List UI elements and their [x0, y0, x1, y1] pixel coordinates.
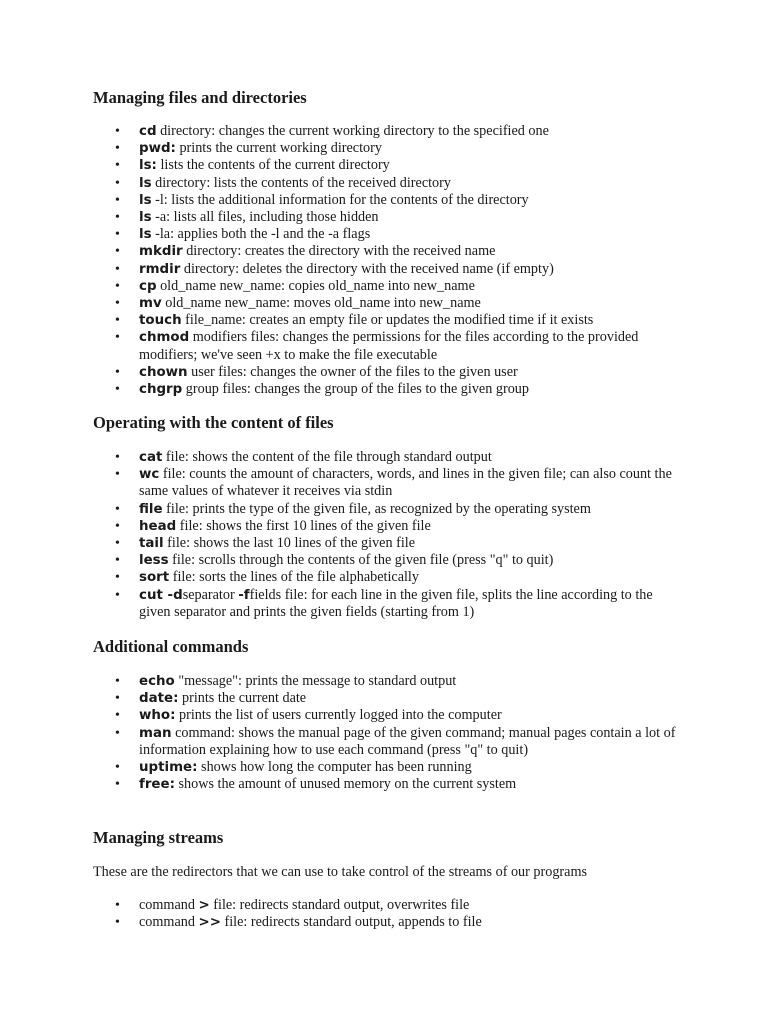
command-name: echo [139, 674, 175, 689]
command-list-files [93, 123, 683, 398]
command-description: shows the amount of unused memory on the current system [174, 776, 517, 793]
redirect-operator: > [198, 898, 210, 913]
section-heading-managing-files: Managing files and directories [93, 88, 307, 107]
command-description: prints the list of users currently logged into the computer [175, 707, 502, 724]
section-heading-content-of-files: Operating with the content of files [93, 413, 334, 432]
list-item [93, 209, 683, 226]
command-description: file: scrolls through the contents of the given file (press "q" to quit) [168, 552, 554, 569]
command-description: separator [182, 586, 239, 603]
list-item [93, 364, 683, 381]
list-item [93, 914, 683, 931]
command-name: pwd: [139, 141, 176, 157]
list-item [93, 707, 683, 724]
list-item [93, 690, 683, 707]
command-list-content [93, 449, 683, 621]
list-item [93, 535, 683, 552]
command-description: -la: applies both the -l and the -a flags [151, 226, 371, 243]
list-item [93, 226, 683, 243]
list-item [93, 552, 683, 569]
command-name: less [139, 553, 169, 569]
command-description: file: shows the content of the file through standard output [162, 449, 492, 465]
command-name: cat [139, 450, 163, 465]
list-item [93, 243, 683, 260]
command-name: ls [139, 227, 152, 243]
command-description: directory: deletes the directory with the received name (if empty) [180, 260, 554, 277]
list-item [93, 175, 683, 192]
command-description: directory: creates the directory with the received name [182, 243, 496, 260]
command-name: free: [139, 777, 175, 793]
command-description: user files: changes the owner of the files to the given user [187, 363, 518, 380]
command-description: file: prints the type of the given file, as recognized by the operating system [162, 500, 591, 517]
list-item [93, 261, 683, 278]
command-name: ls [139, 210, 152, 226]
list-item [93, 140, 683, 157]
list-item [93, 725, 683, 759]
command-name: ls [139, 175, 152, 191]
command-name: cut -d [139, 587, 183, 603]
command-name: who: [139, 708, 176, 724]
command-name: head [139, 518, 177, 534]
command-description: file: sorts the lines of the file alphabetically [169, 569, 419, 586]
list-item [93, 569, 683, 586]
command-list-additional [93, 673, 683, 793]
command-description: shows how long the computer has been running [197, 759, 472, 776]
list-item [93, 776, 683, 793]
command-name: tail [139, 536, 164, 552]
command-description: prints the current date [178, 690, 307, 707]
list-item [93, 897, 683, 914]
command-name: cd [139, 124, 157, 139]
command-description: file: shows the last 10 lines of the given file [163, 535, 416, 552]
command-description: lists the contents of the current directory [156, 157, 390, 174]
list-item [93, 673, 683, 690]
command-name: chgrp [139, 382, 183, 398]
list-item [93, 278, 683, 295]
command-description: file: counts the amount of characters, words, and lines in the given file; can also count the same values of whatever it receives via stdin [139, 466, 672, 500]
command-name: chown [139, 364, 188, 380]
command-name: wc [139, 467, 160, 483]
command-description: prints the current working directory [175, 140, 382, 157]
command-description: file_name: creates an empty file or updates the modified time if it exists [181, 312, 594, 329]
section-heading-managing-streams: Managing streams [93, 828, 224, 847]
command-name: sort [139, 570, 170, 586]
list-item [93, 329, 683, 363]
command-description: file: redirects standard output, overwrites file [209, 897, 470, 913]
command-name: date: [139, 691, 179, 707]
list-item [93, 449, 683, 466]
list-item [93, 518, 683, 535]
command-name: file [139, 501, 163, 517]
command-prefix: command [139, 897, 199, 913]
command-description: fields file: for each line in the given file, splits the line according to the given separator and prints the given fields (starting from 1) [139, 586, 653, 620]
list-item [93, 466, 683, 500]
list-item [93, 759, 683, 776]
command-name: ls [139, 192, 152, 208]
command-description: file: redirects standard output, appends to file [220, 914, 482, 931]
command-name: rmdir [139, 261, 181, 277]
command-name: touch [139, 313, 182, 329]
command-name: mv [139, 296, 162, 312]
command-name: cp [139, 278, 157, 294]
command-name: ls: [139, 158, 157, 174]
list-item [93, 295, 683, 312]
command-description: -a: lists all files, including those hidden [151, 209, 379, 226]
command-description: group files: changes the group of the files to the given group [182, 381, 529, 398]
command-description: old_name new_name: moves old_name into new_name [161, 295, 481, 312]
redirect-operator: >> [198, 915, 221, 931]
list-item [93, 381, 683, 398]
list-item [93, 157, 683, 174]
list-item [93, 123, 683, 140]
command-name: uptime: [139, 760, 198, 776]
list-item [93, 501, 683, 518]
command-list-streams [93, 897, 683, 931]
list-item [93, 312, 683, 329]
command-description: directory: lists the contents of the received directory [151, 174, 451, 191]
command-name: mkdir [139, 244, 183, 260]
command-description: old_name new_name: copies old_name into new_name [156, 277, 475, 294]
command-name: chmod [139, 330, 190, 346]
command-description: modifiers files: changes the permissions for the files according to the provided modifiers; we've seen +x to make the file executable [139, 329, 639, 363]
list-item [93, 587, 683, 621]
command-flag: -f [238, 587, 250, 603]
command-description: command: shows the manual page of the given command; manual pages contain a lot of information explaining how to use each command (press "q" to quit) [139, 724, 676, 758]
streams-intro-text: These are the redirectors that we can use to take control of the streams of our programs [93, 864, 588, 880]
list-item [93, 192, 683, 209]
command-name: man [139, 725, 172, 741]
section-heading-additional-commands: Additional commands [93, 637, 249, 656]
command-description: -l: lists the additional information for the contents of the directory [151, 191, 529, 208]
command-description: directory: changes the current working directory to the specified one [156, 123, 549, 139]
command-prefix: command [139, 914, 199, 931]
command-description: "message": prints the message to standard output [174, 673, 457, 689]
command-description: file: shows the first 10 lines of the given file [176, 517, 431, 534]
